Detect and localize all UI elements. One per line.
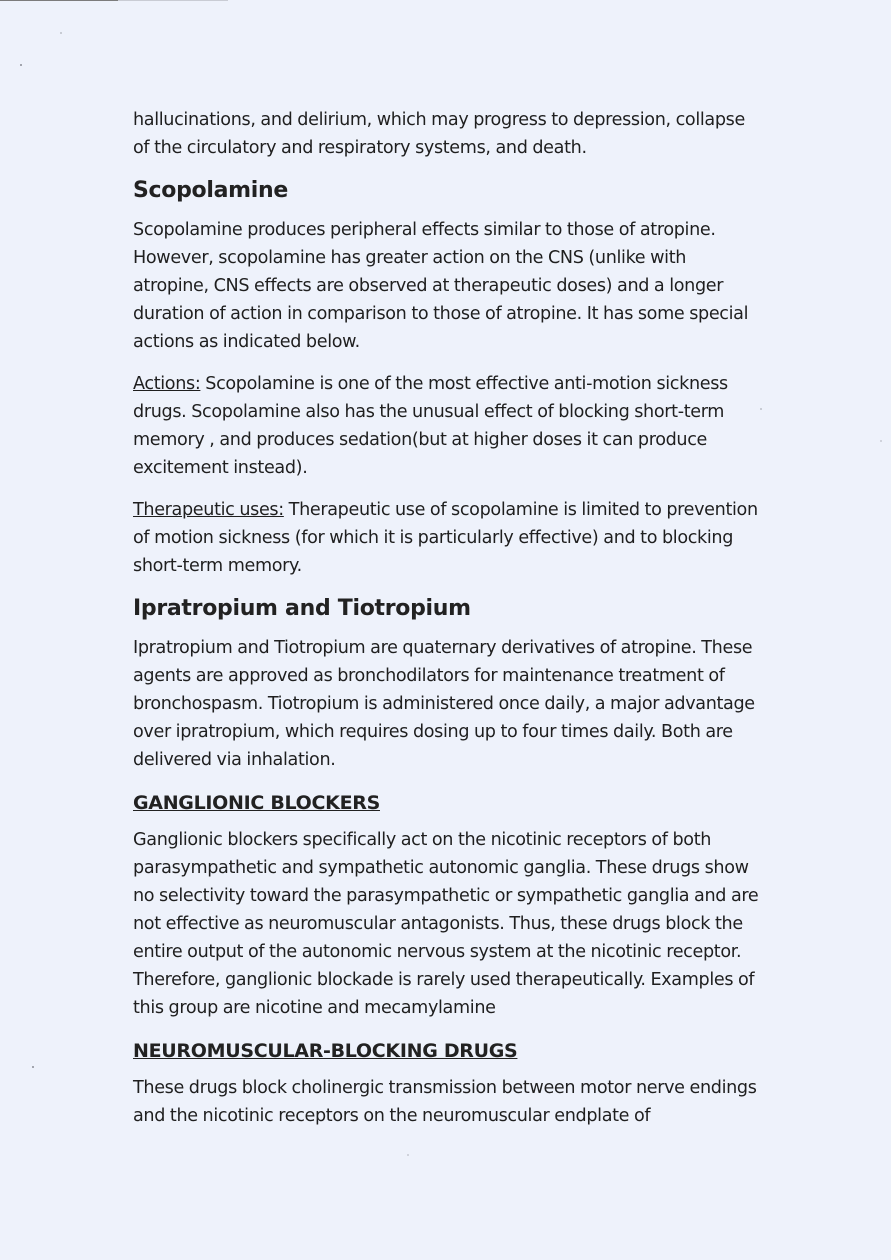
scan-speck <box>880 440 882 442</box>
document-page <box>133 106 763 1144</box>
neuromuscular-blocking-heading: NEUROMUSCULAR-BLOCKING DRUGS <box>133 1040 518 1062</box>
ganglionic-blockers-paragraph: Ganglionic blockers specifically act on the nicotinic receptors of both parasympathetic and sympathetic autonomic ganglia. These drugs show no selectivity toward the parasympathetic or sympathetic ganglia and are not effective as neuromuscular antagonists. Thus, these drugs block the entire output of the autonomic nervous system at the nicotinic receptor. Therefore, ganglionic blockade is rarely used therapeutically. Examples of this group are nicotine and mecamylamine <box>133 830 759 1018</box>
scopolamine-uses-paragraph <box>133 496 763 580</box>
scan-speck <box>60 32 62 34</box>
scopolamine-paragraph: Scopolamine produces peripheral effects similar to those of atropine. However, scopolamine has greater action on the CNS (unlike with atropine, CNS effects are observed at therapeutic doses) and a longer duration of action in comparison to those of atropine. It has some special actions as indicated below. <box>133 220 749 352</box>
ipratropium-paragraph: Ipratropium and Tiotropium are quaternary derivatives of atropine. These agents are approved as bronchodilators for maintenance treatment of bronchospasm. Tiotropium is administered once daily, a major advantage over ipratropium, which requires dosing up to four times daily. Both are delivered via inhalation. <box>133 638 755 770</box>
intro-paragraph: hallucinations, and delirium, which may progress to depression, collapse of the circulatory and respiratory systems, and death. <box>133 110 745 158</box>
ganglionic-blockers-heading: GANGLIONIC BLOCKERS <box>133 792 380 814</box>
neuromuscular-blocking-paragraph: These drugs block cholinergic transmission between motor nerve endings and the nicotinic receptors on the neuromuscular endplate of <box>133 1078 757 1126</box>
scan-edge <box>118 0 228 1</box>
scan-edge <box>0 0 120 1</box>
scan-speck <box>32 1066 34 1068</box>
therapeutic-uses-label: Therapeutic uses: <box>133 500 284 520</box>
actions-label: Actions: <box>133 374 201 394</box>
ipratropium-heading: Ipratropium and Tiotropium <box>133 596 471 621</box>
scan-speck <box>20 64 22 66</box>
scan-speck <box>407 1154 409 1156</box>
actions-text: Scopolamine is one of the most effective anti-motion sickness drugs. Scopolamine also has the unusual effect of blocking short-term memory , and produces sedation(but at higher doses it can produce excitement instead). <box>133 374 728 478</box>
therapeutic-uses-text: Therapeutic use of scopolamine is limited to prevention of motion sickness (for which it is particularly effective) and to blocking short-term memory. <box>133 500 758 576</box>
scopolamine-heading: Scopolamine <box>133 178 288 203</box>
scopolamine-actions-paragraph <box>133 370 763 482</box>
